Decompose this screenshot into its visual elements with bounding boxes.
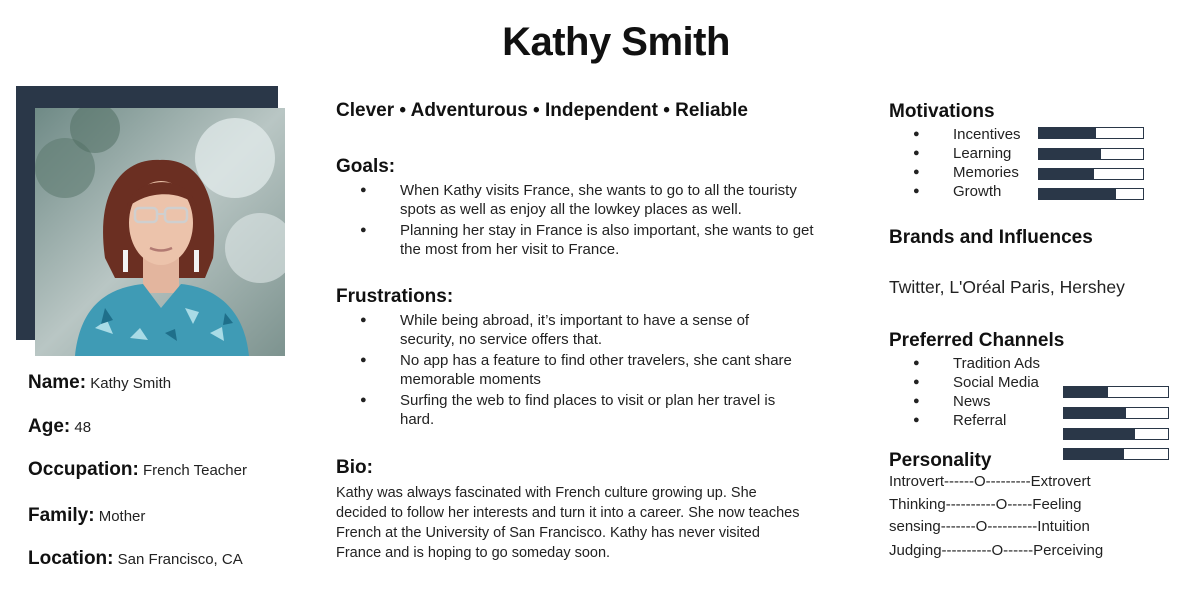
brand-loreal: L'Oréal Paris, xyxy=(949,277,1055,297)
personality-heading: Personality xyxy=(889,450,992,471)
frustrations-list xyxy=(336,311,796,431)
age-value: 48 xyxy=(74,419,92,436)
motivations-heading: Motivations xyxy=(889,101,995,122)
motivation-bar xyxy=(1038,148,1144,160)
motivation-bar-fill xyxy=(1039,169,1094,179)
name-value: Kathy Smith xyxy=(90,375,172,392)
personality-scale-introvert-extrovert: Introvert------O---------Extrovert xyxy=(889,473,1091,490)
channels-heading: Preferred Channels xyxy=(889,330,1065,351)
goals-heading: Goals: xyxy=(336,156,396,177)
family-label: Family: xyxy=(28,505,95,526)
motivation-bar xyxy=(1038,168,1144,180)
channel-bar-fill xyxy=(1064,429,1135,439)
channel-item: ● News xyxy=(889,392,1059,411)
goal-item: ● When Kathy visits France, she wants to go to all the touristy spots as well as enjoy all the lowkey places as well. xyxy=(336,181,816,219)
bio-heading: Bio: xyxy=(336,457,373,478)
goals-list xyxy=(336,181,816,261)
occupation-label: Occupation: xyxy=(28,459,139,480)
info-occupation xyxy=(28,459,247,481)
portrait-illustration xyxy=(35,108,285,356)
channel-bar xyxy=(1063,428,1169,440)
personality-scale-judging-perceiving: Judging----------O------Perceiving xyxy=(889,542,1104,559)
motivation-bar xyxy=(1038,127,1144,139)
frustration-item: ● No app has a feature to find other travelers, she cant share memorable moments xyxy=(336,351,796,389)
channel-item: ● Tradition Ads xyxy=(889,354,1059,373)
brand-hershey: Hershey xyxy=(1059,277,1125,297)
motivation-item: ● Incentives xyxy=(889,125,1049,144)
goal-item: ● Planning her stay in France is also important, she wants to get the most from her visit to France. xyxy=(336,221,816,259)
motivation-bar xyxy=(1038,188,1144,200)
personality-scale-thinking-feeling: Thinking----------O-----Feeling xyxy=(889,496,1082,513)
motivation-item: ● Growth xyxy=(889,182,1049,201)
channel-bar xyxy=(1063,448,1169,460)
persona-traits: Clever • Adventurous • Independent • Reliable xyxy=(336,100,748,121)
personality-scale-sensing-intuition: sensing-------O----------Intuition xyxy=(889,518,1090,535)
channel-bar-fill xyxy=(1064,387,1108,397)
frustrations-heading: Frustrations: xyxy=(336,286,454,307)
channel-item: ● Referral xyxy=(889,411,1059,430)
info-age xyxy=(28,416,91,438)
channel-bar-fill xyxy=(1064,408,1126,418)
brands-heading: Brands and Influences xyxy=(889,227,1093,248)
family-value: Mother xyxy=(98,508,146,525)
channel-bar-fill xyxy=(1064,449,1124,459)
brand-twitter: Twitter, xyxy=(889,277,945,297)
brands-list xyxy=(889,277,1125,298)
motivation-item: ● Memories xyxy=(889,163,1049,182)
frustration-item: ● While being abroad, it’s important to have a sense of security, no service offers that. xyxy=(336,311,796,349)
motivation-item: ● Learning xyxy=(889,144,1049,163)
channels-list xyxy=(889,354,1059,430)
motivation-bar-fill xyxy=(1039,128,1096,138)
channel-bar xyxy=(1063,386,1169,398)
channel-bar xyxy=(1063,407,1169,419)
location-value: San Francisco, CA xyxy=(117,551,243,568)
bio-text: Kathy was always fascinated with French culture growing up. She decided to follow her interests and turn it into a career. She now teaches French at the University of San Francisco. Kathy has never visited France and is hoping to go someday soon. xyxy=(336,485,800,561)
age-label: Age: xyxy=(28,416,71,437)
motivation-bar-fill xyxy=(1039,149,1101,159)
occupation-value: French Teacher xyxy=(143,462,247,479)
info-family xyxy=(28,505,145,527)
motivations-list xyxy=(889,125,1049,201)
channel-item: ● Social Media xyxy=(889,373,1059,392)
persona-photo xyxy=(35,108,285,356)
motivation-bar-fill xyxy=(1039,189,1116,199)
frustration-item: ● Surfing the web to find places to visit or plan her travel is hard. xyxy=(336,391,796,429)
location-label: Location: xyxy=(28,548,114,569)
info-name xyxy=(28,372,171,394)
name-label: Name: xyxy=(28,372,87,393)
persona-name-title: Kathy Smith xyxy=(502,20,730,64)
info-location xyxy=(28,548,243,570)
